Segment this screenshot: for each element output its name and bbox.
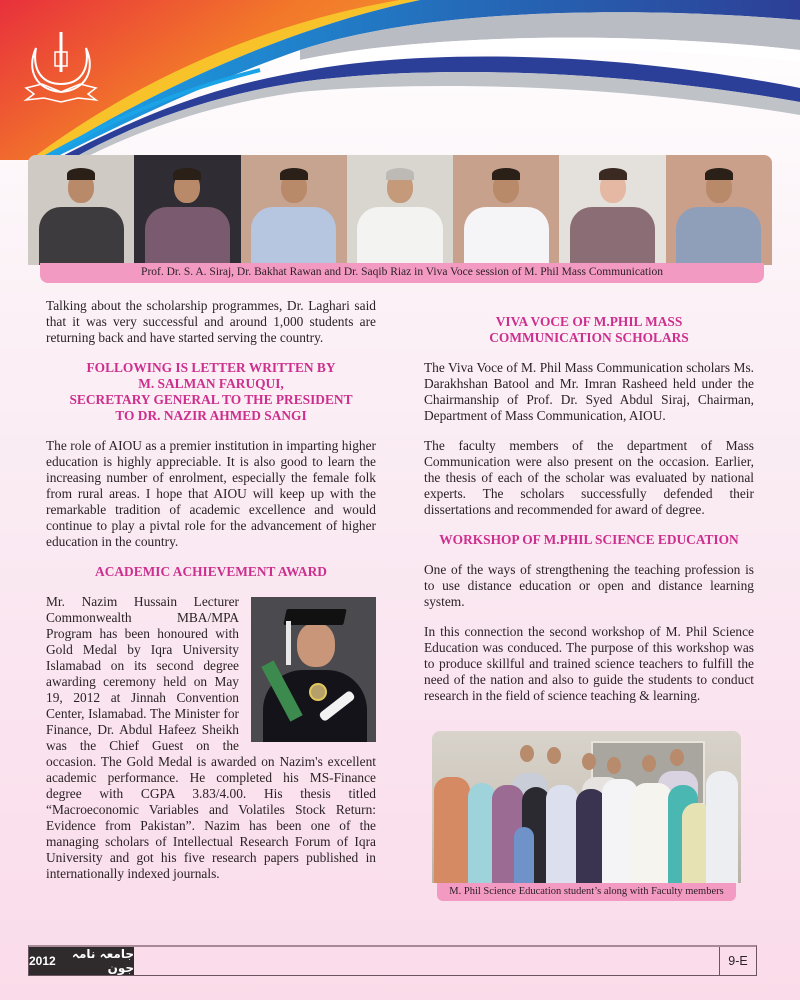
viva-paragraph: The Viva Voce of M. Phil Mass Communication scholars Ms. Darakhshan Batool and Mr. Imran Rasheed held under the Chairmanship of Prof. Dr. Syed Abdul Siraj, Chairman, Department of Mass Communication, AIOU. bbox=[424, 360, 754, 423]
footer-rule bbox=[134, 947, 719, 975]
letter-heading bbox=[46, 360, 376, 424]
viva-heading bbox=[424, 314, 754, 346]
publication-year: 2012 bbox=[29, 954, 56, 968]
header-swoosh-banner bbox=[0, 0, 800, 170]
viva-voce-photo-strip bbox=[28, 155, 772, 283]
award-section bbox=[46, 594, 376, 882]
workshop-heading: WORKSHOP OF M.PHIL SCIENCE EDUCATION bbox=[439, 532, 739, 547]
page-footer bbox=[28, 945, 757, 976]
workshop-paragraph: In this connection the second workshop of M. Phil Science Education was conduced. The purpose of this workshop was to produce skillful and trained science teachers to fulfill the need of the nation and also to guide the students to conduct research in the field of science teaching & learning. bbox=[424, 624, 754, 703]
viva-voce-photo-caption: Prof. Dr. S. A. Siraj, Dr. Bakhat Rawan and Dr. Saqib Riaz in Viva Voce session of M. Phil Mass Communication bbox=[40, 263, 764, 283]
viva-voce-photo bbox=[28, 155, 772, 265]
photo-person bbox=[28, 155, 134, 265]
letter-heading-line: TO DR. NAZIR AHMED SANGI bbox=[115, 408, 307, 423]
right-column bbox=[424, 298, 754, 718]
award-heading: ACADEMIC ACHIEVEMENT AWARD bbox=[95, 564, 327, 579]
viva-heading-line: VIVA VOCE OF M.PHIL MASS bbox=[495, 314, 683, 329]
left-column bbox=[46, 298, 376, 896]
photo-person bbox=[347, 155, 453, 265]
letter-heading-line: FOLLOWING IS LETTER WRITTEN BY bbox=[86, 360, 336, 375]
science-education-group-photo bbox=[432, 731, 741, 883]
letter-paragraph: The role of AIOU as a premier institution in imparting higher education is highly appreciable. It is also good to learn the increasing number of enrolment, especially the female folk from rural areas. I hope that AIOU will keep up with the remarkable tradition of academic excellence and would continue to play a pivtal role for the advancement of higher education in the country. bbox=[46, 438, 376, 549]
viva-paragraph: The faculty members of the department of Mass Communication were also present on the occasion. Earlier, the thesis of each of the scholar was evaluated by national experts. The scholars successfully defended their dissertations and recommended for award of degree. bbox=[424, 438, 754, 517]
award-paragraph: Mr. Nazim Hussain Lecturer Commonwealth MBA/MPA Program has been honoured with Gold Medal by Iqra University Islamabad on its second degree awarding ceremony held on May 19, 2012 at Jinnah Convention Center, Islamabad. The Minister for Finance, Dr. Abdul Hafeez Sheikh was the Chief Guest on the occasion. The Gold Medal is awarded on Nazim's excellent academic performance. He completed his MS-Finance degree with CGPA 3.83/4.00. His thesis titled “Macroeconomic Variables and Volatiles Stock Return: Evidence from Pakistan”. Nazim has been one of the managing scholars of Intellectual Research Forum of Iqra University and got his five research papers published in internationally indexed journals. bbox=[46, 594, 376, 881]
letter-heading-line: SECRETARY GENERAL TO THE PRESIDENT bbox=[69, 392, 353, 407]
photo-person bbox=[134, 155, 240, 265]
aiou-crescent-logo-icon bbox=[22, 26, 100, 108]
photo-person bbox=[666, 155, 772, 265]
publication-name-urdu: جامعہ نامہ جون bbox=[71, 947, 134, 975]
publication-name-badge bbox=[29, 947, 134, 975]
page-number: 9-E bbox=[719, 947, 756, 975]
intro-paragraph: Talking about the scholarship programmes, Dr. Laghari said that it was very successful and around 1,000 students are returning back and have started serving the country. bbox=[46, 298, 376, 345]
photo-person bbox=[453, 155, 559, 265]
workshop-paragraph: One of the ways of strengthening the teaching profession is to use distance education or open and distance learning system. bbox=[424, 562, 754, 609]
viva-heading-line: COMMUNICATION SCHOLARS bbox=[489, 330, 689, 345]
graduate-portrait-photo bbox=[251, 597, 376, 742]
photo-person bbox=[241, 155, 347, 265]
group-photo-caption: M. Phil Science Education student’s along with Faculty members bbox=[437, 883, 736, 901]
photo-person bbox=[559, 155, 665, 265]
letter-heading-line: M. SALMAN FARUQUI, bbox=[138, 376, 284, 391]
